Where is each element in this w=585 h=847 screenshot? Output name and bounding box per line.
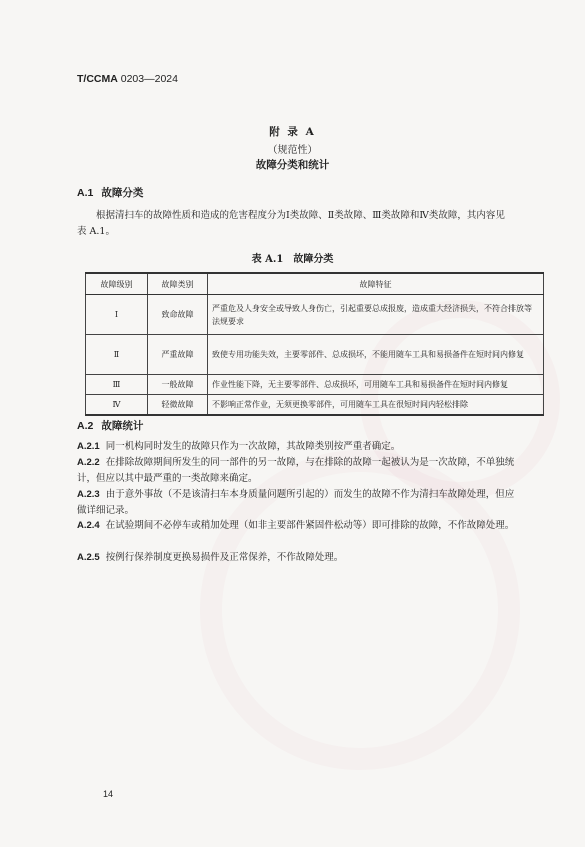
table-row (86, 335, 544, 375)
section-a1-paragraph: 根据清扫车的故障性质和造成的危害程度分为Ⅰ类故障、Ⅱ类故障、Ⅲ类故障和Ⅳ类故障，其内容见表 A.1。 (77, 210, 505, 237)
standard-code-prefix: T/CCMA (77, 73, 118, 85)
header-level: 故障级别 (86, 273, 148, 295)
page-number: 14 (103, 789, 114, 799)
row-level: Ⅳ (86, 395, 148, 416)
clause-number: A.2.1 (77, 441, 100, 452)
section-a1-heading (77, 185, 143, 200)
section-a1-number: A.1 (77, 187, 94, 199)
table-row (86, 375, 544, 395)
table-caption: 表 A.1 故障分类 (251, 254, 334, 265)
row-category: 严重故障 (148, 335, 208, 375)
appendix-title: 附 录 A (269, 126, 316, 138)
row-level: Ⅰ (86, 295, 148, 335)
table-header-row (86, 273, 544, 295)
row-category: 致命故障 (148, 295, 208, 335)
row-category: 轻微故障 (148, 395, 208, 416)
section-a2-heading (77, 418, 143, 433)
section-a1-title: 故障分类 (101, 187, 144, 199)
clause-text: 在排除故障期间所发生的同一部件的另一故障，与在排除的故障一起被认为是一次故障，不单独统计，但应以其中最严重的一类故障来确定。 (77, 457, 515, 484)
row-level: Ⅲ (86, 375, 148, 395)
clause-text: 按例行保养制度更换易损件及正常保养，不作故障处理。 (105, 552, 344, 563)
clause-number: A.2.2 (77, 457, 100, 468)
appendix-subtitle: （规范性） (267, 145, 318, 156)
standard-code-number: 0203—2024 (117, 73, 178, 85)
row-category: 一般故障 (148, 375, 208, 395)
row-feature: 致使专用功能失效，主要零部件、总成损坏，不能用随车工具和易损备件在短时间内修复 (208, 335, 544, 375)
clause-a22 (77, 455, 517, 487)
clause-text: 同一机构同时发生的故障只作为一次故障，其故障类别按严重者确定。 (105, 441, 401, 452)
row-feature: 严重危及人身安全或导致人身伤亡，引起重要总成报废，造成重大经济损失，不符合排放等法规要求 (208, 295, 544, 335)
clause-a25 (77, 550, 517, 566)
section-a2-title: 故障统计 (101, 420, 144, 432)
clause-number: A.2.5 (77, 552, 100, 563)
row-feature: 不影响正常作业，无须更换零部件，可用随车工具在很短时间内轻松排除 (208, 395, 544, 416)
table-row (86, 295, 544, 335)
clause-a24 (77, 518, 517, 534)
clause-a21 (77, 439, 517, 455)
row-level: Ⅱ (86, 335, 148, 375)
clause-number: A.2.3 (77, 489, 100, 500)
clause-text: 由于意外事故（不是该清扫车本身质量问题所引起的）而发生的故障不作为清扫车故障处理，但应做详细记录。 (77, 489, 515, 516)
clause-a23 (77, 487, 517, 519)
section-a2-number: A.2 (77, 420, 94, 432)
row-feature: 作业性能下降，无主要零部件、总成损坏，可用随车工具和易损备件在短时间内修复 (208, 375, 544, 395)
clause-text: 在试验期间不必停车或稍加处理（如非主要部件紧固件松动等）即可排除的故障，不作故障处理。 (105, 520, 515, 531)
appendix-name: 故障分类和统计 (255, 159, 330, 171)
standard-code (77, 73, 178, 85)
fault-classification-table (85, 272, 544, 416)
clause-number: A.2.4 (77, 520, 100, 531)
header-feature: 故障特征 (208, 273, 544, 295)
header-category: 故障类别 (148, 273, 208, 295)
table-row (86, 395, 544, 416)
